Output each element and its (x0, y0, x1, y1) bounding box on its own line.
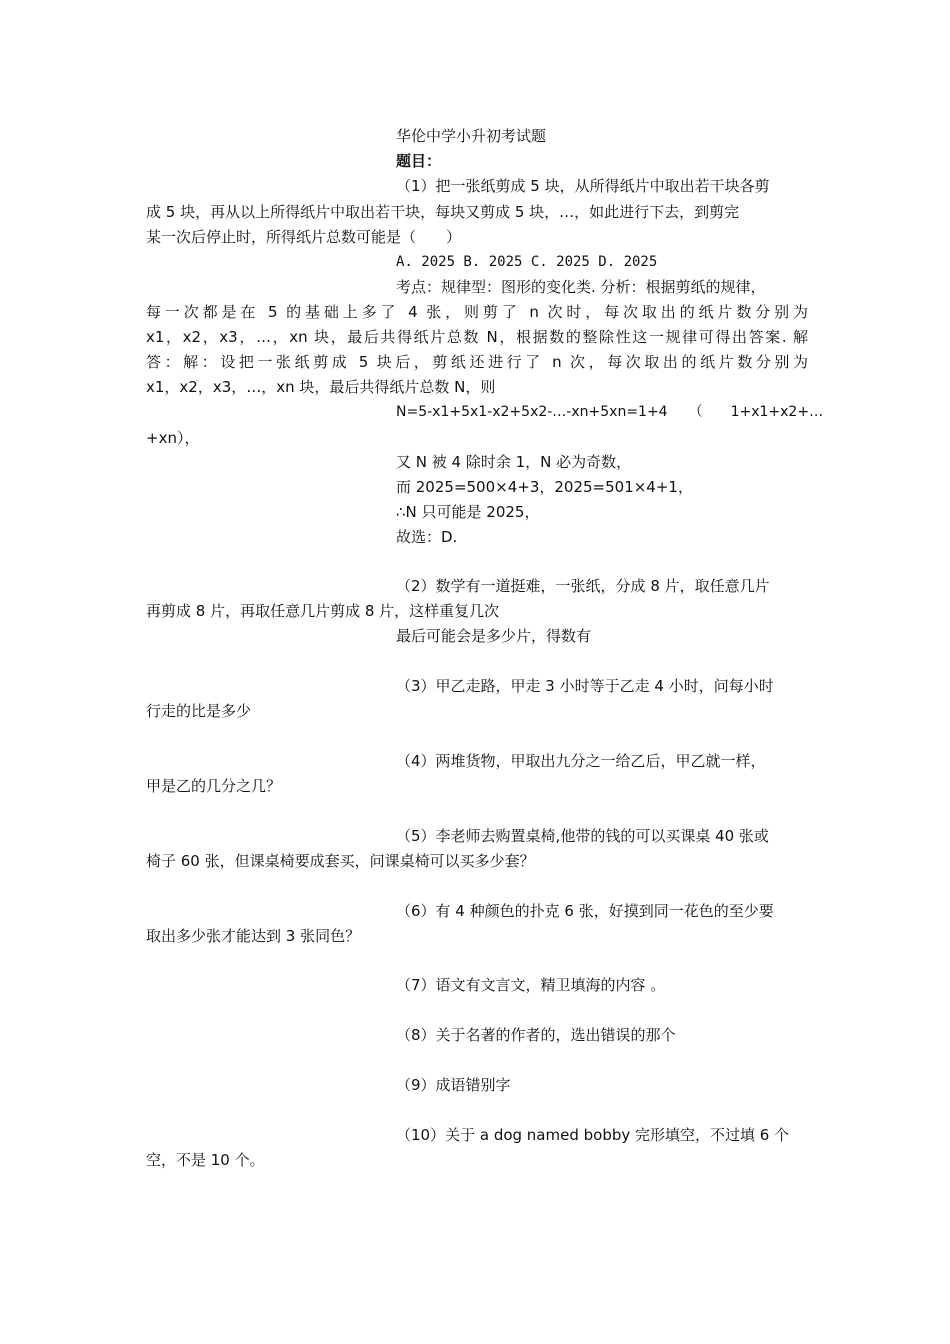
q10-line-1: （10）关于 a dog named bobby 完形填空，不过填 6 个 (396, 1126, 790, 1144)
q5-line-2: 椅子 60 张，但课桌椅要成套买，问课桌椅可以买多少套？ (146, 852, 535, 870)
q1-answer-line-10: ∴N 只可能是 2025， (396, 503, 540, 521)
q1-options: A. 2025 B. 2025 C. 2025 D. 2025 (396, 254, 658, 270)
q2-line-1: （2）数学有一道挺难，一张纸，分成 8 片，取任意几片 (396, 577, 770, 595)
section-heading: 题目： (396, 152, 442, 170)
q6-line-1: （6）有 4 种颜色的扑克 6 张，好摸到同一花色的至少要 (396, 902, 774, 920)
q1-answer-line-8: 又 N 被 4 除时余 1，N 必为奇数， (396, 453, 632, 471)
q2-line-2: 再剪成 8 片，再取任意几片剪成 8 片，这样重复几次 (146, 602, 500, 620)
q1-answer-line-5: x1，x2，x3，…，xn 块，最后共得纸片总数 N，则 (146, 378, 496, 396)
q5-line-1: （5）李老师去购置桌椅,他带的钱的可以买课桌 40 张或 (396, 827, 769, 845)
q1-answer-line-1: 考点：规律型：图形的变化类. 分析：根据剪纸的规律， (396, 278, 766, 296)
q1-line-1: （1）把一张纸剪成 5 块，从所得纸片中取出若干块各剪 (396, 177, 770, 195)
q4-line-2: 甲是乙的几分之几？ (146, 777, 282, 795)
q9-line-1: （9）成语错别字 (396, 1076, 511, 1094)
q4-line-1: （4）两堆货物，甲取出九分之一给乙后，甲乙就一样， (396, 752, 766, 770)
q8-line-1: （8）关于名著的作者的，选出错误的那个 (396, 1026, 676, 1044)
q10-line-2: 空，不是 10 个。 (146, 1151, 265, 1169)
q1-answer-line-7: +xn）， (146, 429, 200, 447)
q2-line-3: 最后可能会是多少片，得数有 (396, 627, 592, 645)
q1-line-3: 某一次后停止时，所得纸片总数可能是（ ） (146, 228, 462, 246)
document-title: 华伦中学小升初考试题 (396, 127, 547, 145)
q1-answer-line-6: N=5-x1+5x1-x2+5x2-…-xn+5xn=1+4 （ 1+x1+x2+… (396, 404, 824, 420)
q7-line-1: （7）语文有文言文，精卫填海的内容 。 (396, 976, 666, 994)
q1-line-2: 成 5 块，再从以上所得纸片中取出若干块，每块又剪成 5 块，…，如此进行下去，到剪完 (146, 203, 740, 221)
q1-answer-line-2: 每一次都是在 5 的基础上多了 4 张，则剪了 n 次时，每次取出的纸片数分别为 (146, 303, 808, 321)
q1-answer-line-11: 故选：D. (396, 528, 458, 546)
q3-line-1: （3）甲乙走路，甲走 3 小时等于乙走 4 小时，问每小时 (396, 677, 774, 695)
q6-line-2: 取出多少张才能达到 3 张同色？ (146, 927, 361, 945)
q1-answer-line-4: 答：解：设把一张纸剪成 5 块后，剪纸还进行了 n 次，每次取出的纸片数分别为 (146, 353, 808, 371)
q3-line-2: 行走的比是多少 (146, 702, 252, 720)
q1-answer-line-9: 而 2025=500×4+3，2025=501×4+1， (396, 478, 693, 496)
q1-answer-line-3: x1，x2，x3，…，xn 块，最后共得纸片总数 N，根据数的整除性这一规律可得出答案. 解 (146, 328, 808, 346)
